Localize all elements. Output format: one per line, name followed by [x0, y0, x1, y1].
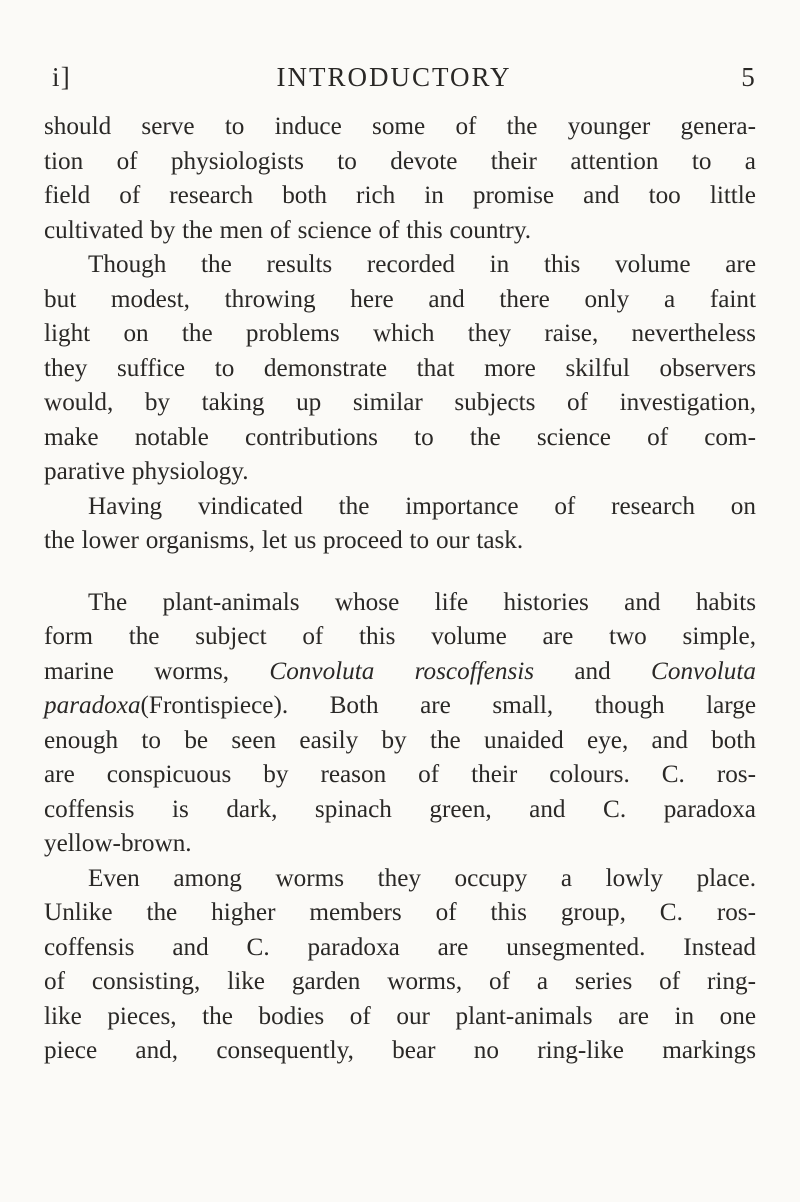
- text-line: cultivated by the men of science of this country.: [44, 216, 532, 244]
- text-line: The plant-animals whose life histories and habits: [88, 588, 756, 616]
- text-line: make notable contributions to the science of com-: [44, 423, 756, 451]
- text-line: yellow-brown.: [44, 830, 192, 857]
- species-name: Convoluta: [651, 657, 756, 685]
- text-line: Unlike the higher members of this group, C. ros-: [44, 899, 756, 926]
- paragraph: [44, 248, 756, 490]
- text-line: the lower organisms, let us proceed to our task.: [44, 527, 524, 554]
- text-line: [44, 655, 756, 690]
- text-line: piece and, consequently, bear no ring-like markings: [44, 1037, 756, 1064]
- species-name: Convoluta roscoffensis: [269, 657, 535, 685]
- text-line: they suffice to demonstrate that more skilful observers: [44, 354, 756, 382]
- text-line: coffensis is dark, spinach green, and C. paradoxa: [44, 795, 756, 823]
- text-run: and: [534, 657, 652, 685]
- book-page: [44, 62, 756, 1069]
- text-line: should serve to induce some of the younger genera-: [44, 113, 756, 140]
- page-number: 5: [741, 62, 756, 92]
- text-line: of consisting, like garden worms, of a series of ring-: [44, 968, 756, 995]
- text-line: Having vindicated the importance of research on: [88, 492, 756, 520]
- chapter-number: i]: [52, 62, 71, 92]
- text-line: but modest, throwing here and there only a faint: [44, 285, 756, 313]
- species-name: paradoxa: [44, 692, 141, 719]
- text-run: (Frontispiece). Both are small, though large: [140, 692, 756, 719]
- body-text: [44, 110, 756, 1069]
- text-line: [44, 689, 756, 724]
- text-line: Though the results recorded in this volume are: [88, 251, 756, 278]
- text-line: field of research both rich in promise and too little: [44, 182, 756, 209]
- running-head: [44, 62, 756, 92]
- text-line: light on the problems which they raise, nevertheless: [44, 320, 756, 347]
- paragraph: [44, 862, 756, 1069]
- text-line: enough to be seen easily by the unaided eye, and both: [44, 726, 756, 754]
- text-line: are conspicuous by reason of their colours. C. ros-: [44, 761, 756, 788]
- paragraph-continued: [44, 110, 756, 248]
- text-line: tion of physiologists to devote their attention to a: [44, 147, 756, 175]
- paragraph: [44, 586, 756, 862]
- text-line: parative physiology.: [44, 458, 249, 485]
- paragraph: [44, 490, 756, 559]
- text-run: marine worms,: [44, 657, 270, 685]
- chapter-title: INTRODUCTORY: [276, 62, 512, 92]
- text-line: like pieces, the bodies of our plant-animals are in one: [44, 1002, 756, 1030]
- text-line: would, by taking up similar subjects of investigation,: [44, 389, 756, 416]
- text-line: Even among worms they occupy a lowly place.: [88, 864, 756, 892]
- text-line: coffensis and C. paradoxa are unsegmented. Instead: [44, 933, 756, 961]
- text-line: form the subject of this volume are two simple,: [44, 623, 756, 650]
